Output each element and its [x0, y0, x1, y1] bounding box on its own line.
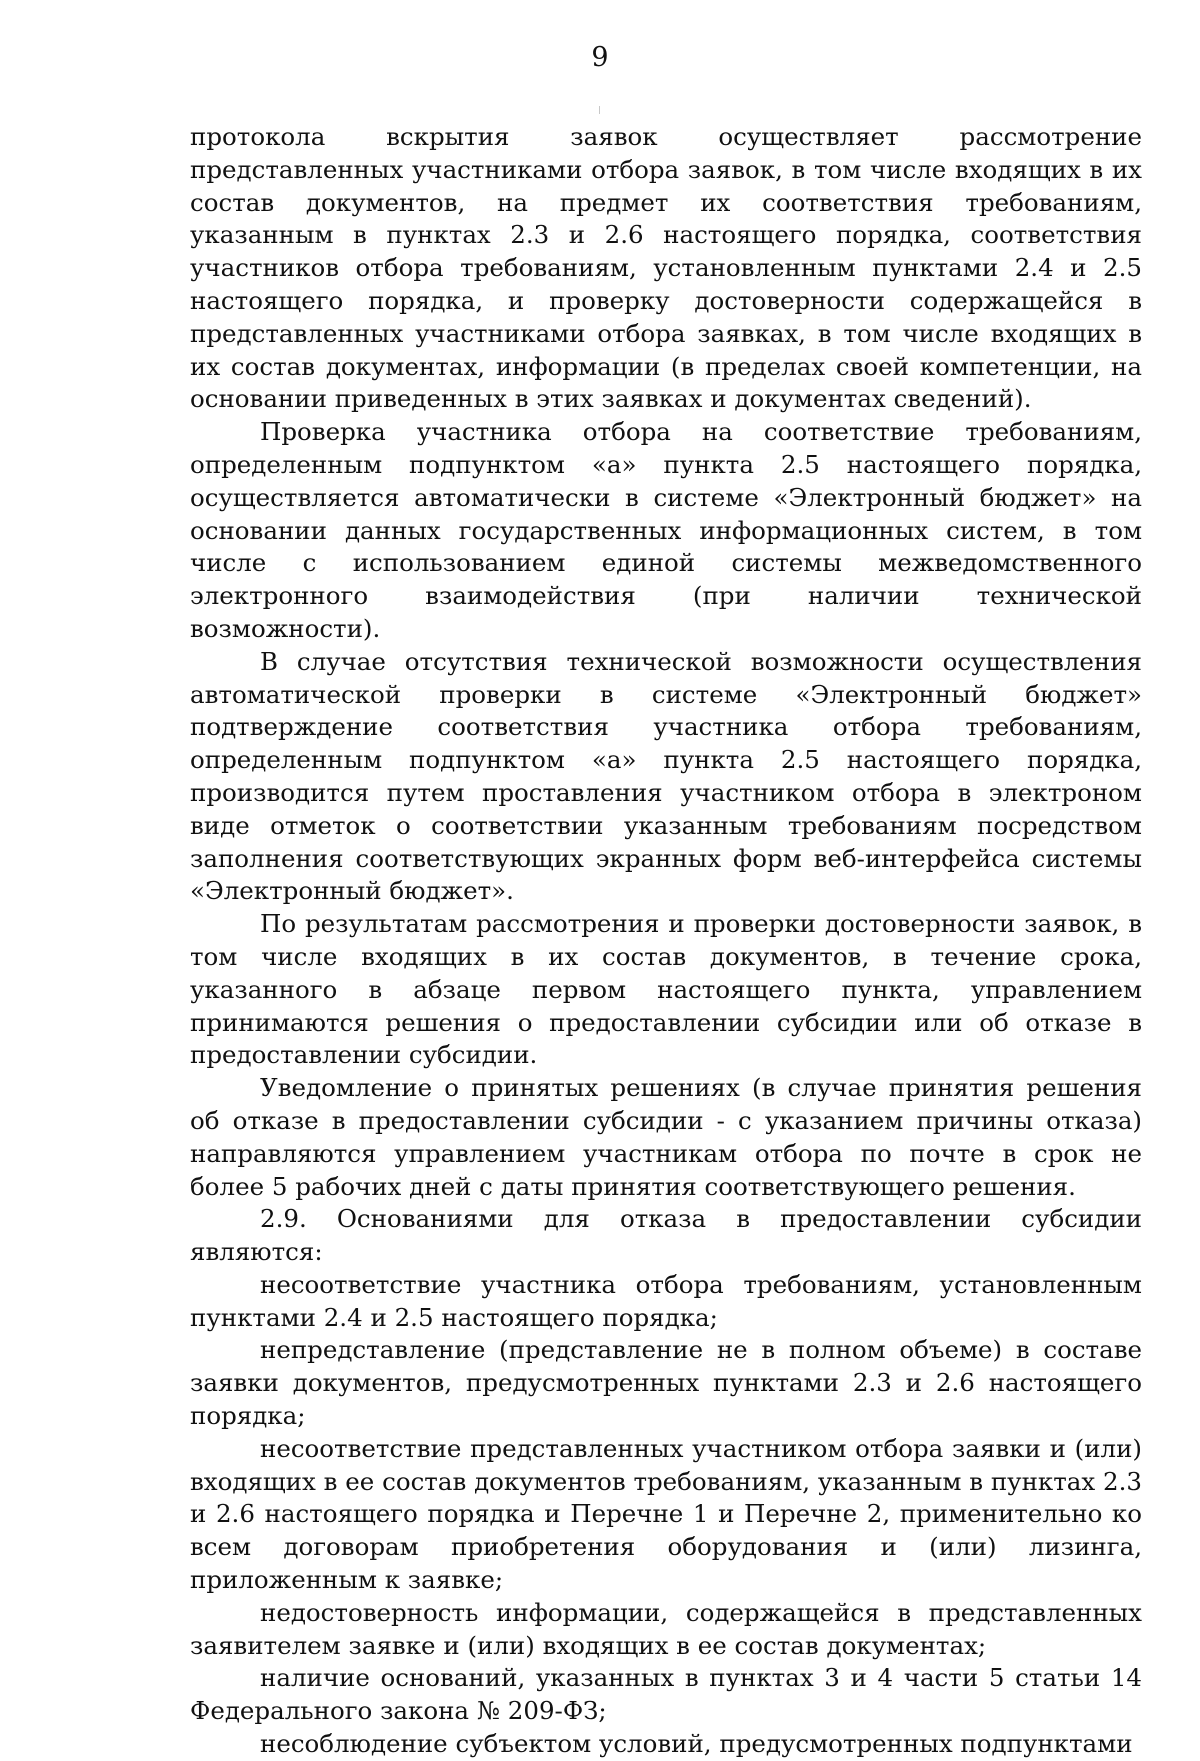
paragraph-automatic-check: Проверка участника отбора на соответствие требованиям, определенным подпунктом «а» пункта 2.5 настоящего порядка, осуществляется автоматически в системе «Электронный бюджет» на основании данных государственных информационных систем, в том числе с использованием единой системы межведомственного электронного взаимодействия (при наличии технической возможности). — [190, 417, 1142, 643]
paragraph-manual-confirmation: В случае отсутствия технической возможности осуществления автоматической проверки в системе «Электронный бюджет» подтверждение соответствия участника отбора требованиям, определенным подпунктом «а» пункта 2.5 настоящего порядка, производится путем проставления участником отбора в электроном виде отметок о соответствии указанным требованиям посредством заполнения соответствующих экранных форм веб-интерфейса системы «Электронный бюджет». — [190, 646, 1142, 906]
paragraph-refusal-grounds-heading: 2.9. Основаниями для отказа в предоставлении субсидии являются: — [190, 1204, 1142, 1267]
paragraph-review-results: По результатам рассмотрения и проверки достоверности заявок, в том числе входящих в их состав документов, в течение срока, указанного в абзаце первом настоящего пункта, управлением принимаются решения о предоставлении субсидии или об отказе в предоставлении субсидии. — [190, 909, 1142, 1070]
list-item-conditions-noncompliance: несоблюдение субъектом условий, предусмотренных подпунктами — [260, 1729, 1133, 1759]
list-item-noncompliance: несоответствие участника отбора требованиям, установленным пунктами 2.4 и 2.5 настоящего порядка; — [190, 1269, 1142, 1332]
list-item-federal-law-grounds: наличие оснований, указанных в пунктах 3 и 4 части 5 статьи 14 Федерального закона № 209-ФЗ; — [190, 1663, 1142, 1726]
list-item-nonconforming-application: несоответствие представленных участником отбора заявки и (или) входящих в ее состав документов требованиям, указанным в пунктах 2.3 и 2.6 настоящего порядка и Перечне 1 и Перечне 2, применительно ко всем договорам приобретения оборудования и (или) лизинга, приложенным к заявке; — [190, 1433, 1142, 1595]
page-number: 9 — [591, 42, 609, 73]
list-item-missing-documents: непредставление (представление не в полном объеме) в составе заявки документов, предусмотренных пунктами 2.3 и 2.6 настоящего порядка; — [190, 1335, 1142, 1431]
document-body — [190, 121, 1142, 1761]
list-item-unreliable-information: недостоверность информации, содержащейся в представленных заявителем заявке и (или) входящих в ее состав документах; — [190, 1597, 1142, 1660]
paragraph-notification: Уведомление о принятых решениях (в случае принятия решения об отказе в предоставлении субсидии - с указанием причины отказа) направляются управлением участникам отбора по почте в срок не более 5 рабочих дней с даты принятия соответствующего решения. — [190, 1073, 1142, 1201]
paragraph-review-procedure: протокола вскрытия заявок осуществляет рассмотрение представленных участниками отбора заявок, в том числе входящих в их состав документов, на предмет их соответствия требованиям, указанным в пунктах 2.3 и 2.6 настоящего порядка, соответствия участников отбора требованиям, установленным пунктами 2.4 и 2.5 настоящего порядка, и проверку достоверности содержащейся в представленных участниками отбора заявках, в том числе входящих в их состав документах, информации (в пределах своей компетенции, на основании приведенных в этих заявках и документах сведений). — [190, 122, 1142, 414]
page-number-mark — [599, 106, 600, 114]
